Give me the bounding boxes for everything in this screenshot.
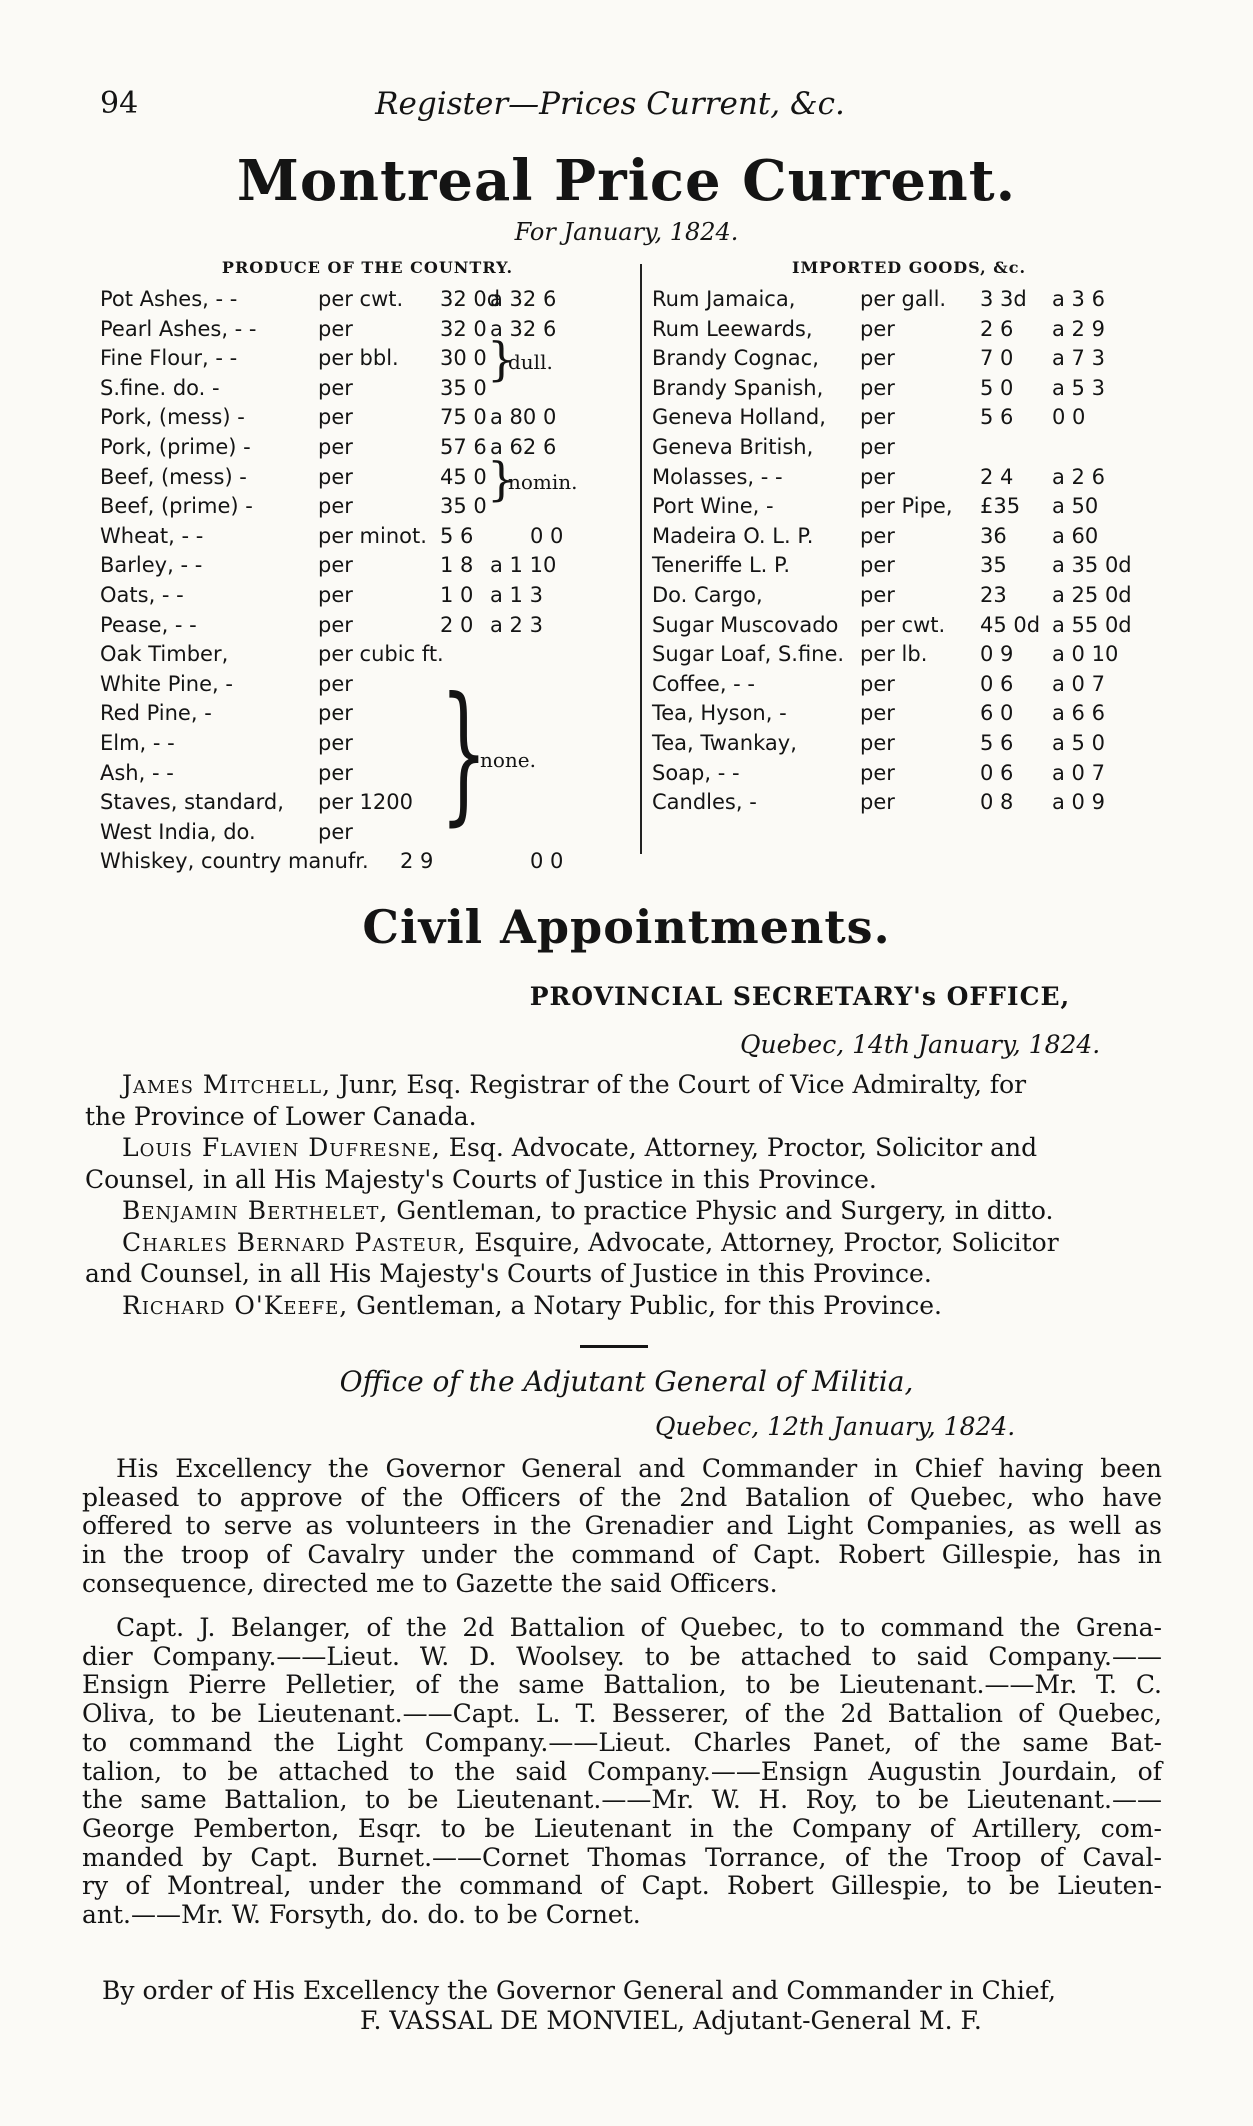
appointment-line	[85, 1100, 1155, 1133]
imported-row	[652, 728, 1170, 758]
produce-item: Pork, (mess) -	[100, 405, 245, 430]
produce-item: Beef, (prime) -	[100, 494, 253, 519]
appointment-line	[122, 1068, 1192, 1101]
imported-range: a 60	[1052, 523, 1099, 548]
imported-row	[652, 639, 1170, 669]
appointment-text: Gentleman, to practice Physic and Surgery, in ditto.	[388, 1196, 1054, 1225]
paragraph-line: pleased to approve of the Officers of the 2nd Batalion of Quebec, who have	[82, 1482, 1162, 1512]
produce-row	[100, 817, 635, 847]
produce-item: Oats, - -	[100, 583, 184, 607]
paragraph-line: Capt. J. Belanger, of the 2d Battalion of Quebec, to to command the Grena-	[116, 1613, 1162, 1642]
produce-item: Staves, standard,	[100, 790, 284, 815]
beef-note: nomin.	[508, 470, 578, 494]
produce-unit: per	[318, 375, 353, 400]
produce-row	[100, 491, 635, 521]
paragraph-line: George Pemberton, Esqr. to be Lieutenant in the Company of Artillery, com-	[82, 1813, 1162, 1843]
produce-item: Pork, (prime) -	[100, 435, 251, 459]
imported-range: 0 0	[1052, 405, 1086, 430]
appointment-line	[122, 1194, 1192, 1227]
imported-row	[652, 432, 1170, 462]
paragraph-line: His Excellency the Governor General and Commander in Chief having been	[116, 1454, 1162, 1483]
produce-unit: per	[318, 553, 353, 578]
produce-item: S.fine. do. -	[100, 375, 220, 400]
produce-unit: per	[318, 316, 353, 341]
produce-range: a 80 0	[490, 405, 557, 430]
imported-range: a 6 6	[1052, 701, 1105, 726]
imported-unit: per	[860, 701, 895, 726]
imported-price: 0 9	[980, 642, 1014, 667]
imported-unit: per	[860, 346, 895, 371]
imported-row	[652, 698, 1170, 728]
paragraph-line: the same Battalion, to be Lieutenant.——Mr. W. H. Roy, to be Lieutenant.——	[82, 1785, 1162, 1815]
imported-price: 5 0	[980, 375, 1014, 400]
imported-row	[652, 550, 1170, 580]
appointment-text: and Counsel, in all His Majesty's Courts of Justice in this Province.	[85, 1259, 932, 1288]
produce-price: 2 0	[440, 612, 474, 637]
imported-unit: per	[860, 316, 895, 341]
imported-price: 2 6	[980, 316, 1014, 341]
produce-unit: per	[318, 760, 353, 785]
produce-row	[100, 373, 635, 403]
imported-item: Geneva Holland,	[652, 405, 826, 430]
imported-range: a 55 0d	[1052, 612, 1132, 637]
imported-price: 3 3d	[980, 287, 1027, 311]
appointment-text: Esq. Advocate, Attorney, Proctor, Solicitor and	[440, 1133, 1038, 1162]
imported-item: Molasses, - -	[652, 464, 783, 489]
beef-brace: }	[487, 452, 517, 506]
produce-row	[100, 639, 635, 669]
appointment-text: Gentleman, a Notary Public, for this Province.	[348, 1290, 942, 1320]
imported-unit: per	[860, 760, 895, 785]
column-divider	[640, 264, 642, 854]
appointment-line	[85, 1257, 1155, 1290]
provincial-office-heading: PROVINCIAL SECRETARY's OFFICE,	[529, 982, 1071, 1011]
page-subtitle: For January, 1824.	[514, 218, 739, 246]
imported-row	[652, 284, 1170, 314]
imported-range: a 3 6	[1052, 287, 1105, 311]
produce-unit: per	[318, 671, 353, 696]
imported-item: Do. Cargo,	[652, 583, 763, 607]
imported-item: Sugar Muscovado	[652, 612, 839, 637]
imported-unit: per	[860, 523, 895, 548]
produce-row	[100, 787, 635, 817]
produce-unit: per	[318, 435, 353, 459]
imported-range: a 0 7	[1052, 760, 1105, 785]
paragraph-line: Ensign Pierre Pelletier, of the same Battalion, to be Lieutenant.——Mr. T. C.	[82, 1670, 1162, 1700]
imported-unit: per lb.	[860, 642, 928, 667]
flour-brace: }	[487, 332, 517, 386]
imported-item: Teneriffe L. P.	[652, 553, 791, 578]
imported-unit: per	[860, 464, 895, 489]
imported-price: 0 8	[980, 790, 1014, 815]
produce-price: 75 0	[440, 405, 487, 430]
produce-price: 57 6	[440, 435, 487, 459]
produce-item: Red Pine, -	[100, 701, 212, 726]
produce-price: 35 0	[440, 375, 487, 400]
appointment-line	[122, 1131, 1192, 1164]
produce-row	[100, 521, 635, 551]
produce-price: 35 0	[440, 494, 487, 519]
appointment-text: Counsel, in all His Majesty's Courts of Justice in this Province.	[85, 1164, 877, 1194]
produce-unit: per cubic ft.	[318, 642, 444, 667]
produce-range: a 32 6	[490, 316, 557, 341]
paragraph-line: talion, to be attached to the said Company.——Ensign Augustin Jourdain, of	[82, 1756, 1162, 1786]
imported-item: Port Wine, -	[652, 494, 774, 519]
produce-item: Barley, - -	[100, 553, 203, 578]
produce-unit: per minot.	[318, 523, 427, 548]
imported-item: Brandy Spanish,	[652, 375, 824, 400]
appointee-name: Charles Bernard Pasteur,	[122, 1227, 467, 1257]
produce-item: West India, do.	[100, 819, 256, 844]
imported-item: Coffee, - -	[652, 671, 756, 696]
appointee-name: Richard O'Keefe,	[122, 1290, 349, 1320]
imported-range: a 0 9	[1052, 790, 1105, 815]
imported-unit: per	[860, 553, 895, 578]
paragraph-line: Oliva, to be Lieutenant.——Capt. L. T. Besserer, of the 2d Battalion of Quebec,	[82, 1699, 1162, 1729]
produce-row	[100, 314, 635, 344]
imported-item: Tea, Hyson, -	[652, 701, 787, 726]
produce-row	[100, 758, 635, 788]
imported-row	[652, 402, 1170, 432]
imported-item: Candles, -	[652, 790, 757, 815]
imported-range: a 25 0d	[1052, 583, 1132, 607]
imported-unit: per	[860, 583, 895, 607]
produce-row	[100, 580, 635, 610]
produce-row	[100, 728, 635, 758]
civil-appointments-title: Civil Appointments.	[362, 900, 891, 954]
imported-item: Sugar Loaf, S.fine.	[652, 642, 845, 667]
produce-unit: per	[318, 405, 353, 430]
produce-row	[100, 550, 635, 580]
imported-price: 6 0	[980, 701, 1014, 726]
closing-line: By order of His Excellency the Governor General and Commander in Chief,	[102, 1976, 1056, 2005]
appointment-text: Junr, Esq. Registrar of the Court of Vice Admiralty, for	[331, 1070, 1027, 1099]
imported-item: Geneva British,	[652, 435, 814, 459]
produce-unit: per	[318, 701, 353, 726]
imported-price: 0 6	[980, 671, 1014, 696]
imported-unit: per	[860, 671, 895, 696]
imported-range: a 0 10	[1052, 642, 1119, 667]
produce-unit: per 1200	[318, 790, 414, 815]
imported-row	[652, 758, 1170, 788]
imported-item: Tea, Twankay,	[652, 731, 797, 755]
appointment-line	[122, 1289, 1192, 1322]
produce-row	[100, 669, 635, 699]
produce-unit: per cwt.	[318, 287, 404, 311]
paragraph-line: consequence, directed me to Gazette the said Officers.	[82, 1568, 778, 1598]
paragraph-line: ry of Montreal, under the command of Capt. Robert Gillespie, to be Lieuten-	[82, 1871, 1162, 1901]
imported-row	[652, 491, 1170, 521]
flour-note: dull.	[508, 350, 553, 374]
closing-block	[82, 1976, 1162, 2006]
produce-item: White Pine, -	[100, 671, 233, 696]
produce-row	[100, 343, 635, 373]
imported-unit: per	[860, 435, 895, 459]
produce-unit: per bbl.	[318, 346, 399, 371]
imported-price: 45 0d	[980, 612, 1041, 637]
imported-unit: per Pipe,	[860, 494, 953, 519]
produce-price: 2 9	[400, 849, 434, 874]
imported-range: a 50	[1052, 494, 1099, 519]
imported-row	[652, 521, 1170, 551]
page-title: Montreal Price Current.	[236, 148, 1017, 214]
section-rule	[580, 1345, 648, 1348]
produce-item: Ash, - -	[100, 760, 174, 785]
timber-note: none.	[480, 748, 536, 772]
appointment-line	[122, 1226, 1192, 1259]
running-head	[100, 86, 1120, 126]
appointee-name: Benjamin Berthelet,	[122, 1196, 389, 1225]
produce-range: a 62 6	[490, 435, 557, 459]
produce-item: Pot Ashes, - -	[100, 287, 238, 311]
imported-row	[652, 669, 1170, 699]
appointment-text: the Province of Lower Canada.	[85, 1101, 477, 1131]
imported-row	[652, 343, 1170, 373]
imported-unit: per	[860, 405, 895, 430]
produce-price: 32 0	[440, 316, 487, 341]
imported-unit: per gall.	[860, 287, 947, 311]
paragraph-line: in the troop of Cavalry under the command of Capt. Robert Gillespie, has in	[82, 1540, 1162, 1570]
imported-row	[652, 610, 1170, 640]
imported-price: 0 6	[980, 760, 1014, 785]
imported-row	[652, 787, 1170, 817]
imported-price: 7 0	[980, 346, 1014, 371]
imported-range: a 2 6	[1052, 464, 1105, 489]
imported-row	[652, 462, 1170, 492]
produce-row	[100, 402, 635, 432]
appointment-line	[85, 1163, 1155, 1196]
imported-row	[652, 314, 1170, 344]
adjutant-office-heading: Office of the Adjutant General of Militia,	[339, 1365, 914, 1398]
imported-price: 5 6	[980, 731, 1014, 755]
produce-item: Fine Flour, - -	[100, 346, 238, 371]
produce-item: Elm, - -	[100, 731, 175, 755]
produce-row	[100, 698, 635, 728]
appointment-text: Esquire, Advocate, Attorney, Proctor, Solicitor	[466, 1227, 1059, 1257]
imported-range: a 0 7	[1052, 671, 1105, 696]
page-number: 94	[100, 86, 139, 121]
produce-range: a 2 3	[490, 612, 543, 637]
signature: F. VASSAL DE MONVIEL, Adjutant-General M. F.	[360, 2006, 982, 2035]
paragraph-line: ant.——Mr. W. Forsyth, do. do. to be Cornet.	[82, 1900, 641, 1930]
imported-heading: IMPORTED GOODS, &c.	[791, 258, 1027, 277]
produce-item: Pearl Ashes, - -	[100, 316, 257, 341]
produce-price: 30 0	[440, 346, 487, 371]
produce-unit: per	[318, 583, 353, 607]
imported-item: Madeira O. L. P.	[652, 523, 814, 548]
imported-price: 5 6	[980, 405, 1014, 430]
running-title: Register—Prices Current, &c.	[375, 86, 845, 122]
produce-item: Whiskey, country manufr.	[100, 849, 369, 874]
paragraph-line: dier Company.——Lieut. W. D. Woolsey. to be attached to said Company.——	[82, 1641, 1162, 1671]
imported-unit: per	[860, 790, 895, 815]
price-tables	[100, 258, 1170, 878]
militia-intro-paragraph	[82, 1455, 1162, 1599]
produce-heading: PRODUCE OF THE COUNTRY.	[221, 258, 514, 277]
produce-unit: per	[318, 819, 353, 844]
imported-item: Rum Jamaica,	[652, 287, 796, 311]
imported-range: a 2 9	[1052, 316, 1105, 341]
appointee-name: James Mitchell,	[122, 1070, 332, 1099]
produce-item: Wheat, - -	[100, 523, 204, 548]
imported-item: Rum Leewards,	[652, 316, 813, 341]
imported-price: 2 4	[980, 464, 1014, 489]
imported-price: £35	[980, 494, 1021, 519]
produce-range: 0 0	[530, 523, 564, 548]
imported-range: a 5 0	[1052, 731, 1105, 755]
produce-range: a 1 3	[490, 583, 543, 607]
produce-item: Oak Timber,	[100, 642, 229, 667]
militia-orders-paragraph	[82, 1614, 1162, 1930]
imported-unit: per	[860, 375, 895, 400]
produce-unit: per	[318, 464, 353, 489]
imported-price: 23	[980, 583, 1007, 607]
produce-price: 45 0	[440, 464, 487, 489]
produce-row	[100, 432, 635, 462]
appointments-dateline: Quebec, 14th January, 1824.	[740, 1030, 1101, 1059]
imported-range: a 35 0d	[1052, 553, 1132, 578]
imported-unit: per	[860, 731, 895, 755]
produce-item: Beef, (mess) -	[100, 464, 247, 489]
produce-price: 1 8	[440, 553, 474, 578]
imported-range: a 5 3	[1052, 375, 1105, 400]
paragraph-line: manded by Capt. Burnet.——Cornet Thomas Torrance, of the Troop of Caval-	[82, 1842, 1162, 1872]
produce-row	[100, 846, 635, 876]
produce-range: a 32 6	[490, 287, 557, 311]
produce-unit: per	[318, 731, 353, 755]
timber-brace: }	[440, 666, 488, 840]
produce-unit: per	[318, 612, 353, 637]
paragraph-line: offered to serve as volunteers in the Grenadier and Light Companies, as well as	[82, 1511, 1162, 1541]
imported-row	[652, 580, 1170, 610]
imported-item: Soap, - -	[652, 760, 740, 785]
imported-row	[652, 373, 1170, 403]
produce-price: 5 6	[440, 523, 474, 548]
produce-unit: per	[318, 494, 353, 519]
paragraph-line: to command the Light Company.——Lieut. Charles Panet, of the same Bat-	[82, 1727, 1162, 1757]
appointee-name: Louis Flavien Dufresne,	[122, 1133, 441, 1162]
produce-price: 32 0d	[440, 287, 501, 311]
produce-row	[100, 284, 635, 314]
produce-item: Pease, - -	[100, 612, 197, 637]
produce-row	[100, 610, 635, 640]
produce-range: a 1 10	[490, 553, 557, 578]
imported-price: 36	[980, 523, 1007, 548]
imported-price: 35	[980, 553, 1007, 578]
produce-price: 1 0	[440, 583, 474, 607]
militia-dateline: Quebec, 12th January, 1824.	[655, 1412, 1016, 1441]
imported-range: a 7 3	[1052, 346, 1105, 371]
imported-item: Brandy Cognac,	[652, 346, 819, 371]
imported-unit: per cwt.	[860, 612, 946, 637]
produce-range: 0 0	[530, 849, 564, 874]
